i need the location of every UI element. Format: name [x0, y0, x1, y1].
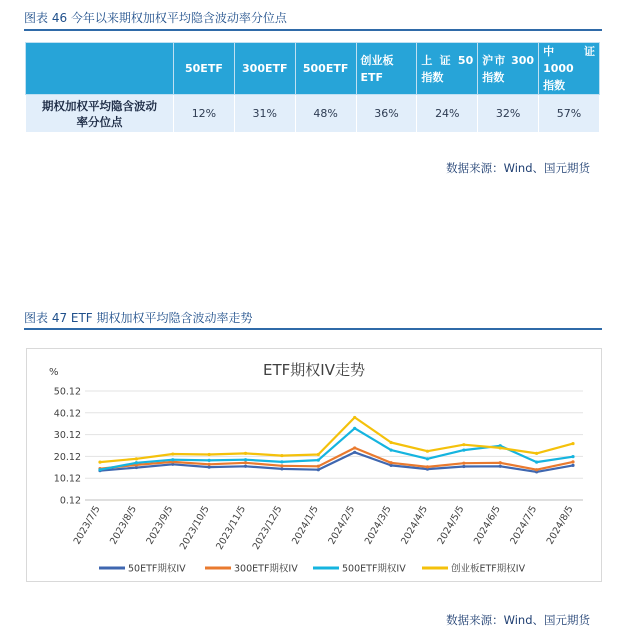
legend-label-3: 创业板ETF期权IV: [451, 563, 526, 575]
x-tick-label: 2024/8/5: [544, 504, 576, 547]
x-tick-label: 2024/7/5: [508, 503, 540, 547]
figure-47-source: 数据来源：Wind、国元期货: [446, 613, 590, 627]
data-point: [171, 458, 174, 461]
data-point: [571, 442, 574, 445]
figure-46-rule: [24, 29, 602, 31]
y-tick-label: 20.12: [53, 451, 81, 463]
y-tick-label: 40.12: [53, 408, 81, 420]
data-point: [208, 466, 211, 469]
value-csi300-index: 32%: [478, 95, 539, 133]
header-500etf: 500ETF: [295, 43, 356, 95]
x-tick-label: 2023/7/5: [71, 504, 103, 547]
y-tick-label: 10.12: [53, 473, 81, 485]
value-sse50-index: 24%: [417, 95, 478, 133]
x-tick-label: 2024/2/5: [326, 504, 358, 547]
data-point: [317, 453, 320, 456]
data-point: [171, 452, 174, 455]
y-tick-label: 0.12: [59, 495, 81, 507]
legend-label-2: 500ETF期权IV: [342, 563, 406, 575]
iv-percentile-table: [25, 42, 600, 133]
data-point: [499, 465, 502, 468]
data-point: [571, 460, 574, 463]
chart-title: ETF期权IV走势: [263, 361, 365, 379]
data-point: [98, 468, 101, 471]
data-point: [280, 460, 283, 463]
data-point: [353, 416, 356, 419]
figure-47-title: 图表 47 ETF 期权加权平均隐含波动率走势: [24, 311, 253, 325]
data-point: [462, 465, 465, 468]
header-50etf: 50ETF: [174, 43, 235, 95]
data-point: [244, 461, 247, 464]
data-point: [499, 461, 502, 464]
figure-47-rule: [24, 328, 602, 330]
header-csi300-index: 沪市 300 指数: [478, 43, 539, 95]
data-point: [389, 461, 392, 464]
x-tick-label: 2024/4/5: [399, 504, 431, 547]
legend-label-1: 300ETF期权IV: [234, 563, 298, 575]
x-tick-label: 2023/12/5: [250, 504, 285, 552]
value-300etf: 31%: [234, 95, 295, 133]
data-point: [208, 463, 211, 466]
header-sse50-index: 上 证 50 指数: [417, 43, 478, 95]
data-point: [135, 461, 138, 464]
row-label: 期权加权平均隐含波动 率分位点: [26, 95, 174, 133]
x-tick-label: 2024/5/5: [435, 504, 467, 547]
data-point: [499, 446, 502, 449]
value-chinext-etf: 36%: [356, 95, 417, 133]
data-point: [317, 465, 320, 468]
data-point: [389, 441, 392, 444]
x-tick-label: 2024/1/5: [290, 504, 321, 547]
x-tick-label: 2023/11/5: [214, 504, 249, 552]
data-point: [571, 455, 574, 458]
value-csi1000-index: 57%: [539, 95, 600, 133]
table-corner-cell: [26, 43, 174, 95]
x-tick-label: 2023/10/5: [177, 504, 212, 552]
y-tick-label: 50.12: [53, 386, 81, 398]
table-row: [26, 95, 600, 133]
data-point: [426, 450, 429, 453]
data-point: [280, 454, 283, 457]
data-point: [244, 452, 247, 455]
data-point: [135, 457, 138, 460]
table-header-row: [26, 43, 600, 95]
header-chinext-etf: 创业板 ETF: [356, 43, 417, 95]
value-50etf: 12%: [174, 95, 235, 133]
x-tick-label: 2024/3/5: [362, 504, 394, 547]
header-300etf: 300ETF: [234, 43, 295, 95]
data-point: [98, 461, 101, 464]
y-tick-label: 30.12: [53, 430, 81, 442]
x-tick-label: 2023/8/5: [108, 504, 139, 547]
data-point: [535, 461, 538, 464]
figure-46-title: 图表 46 今年以来期权加权平均隐含波动率分位点: [24, 11, 287, 25]
legend-label-0: 50ETF期权IV: [128, 563, 186, 575]
series-line-3: [100, 417, 573, 462]
data-point: [280, 467, 283, 470]
data-point: [353, 451, 356, 454]
data-point: [389, 449, 392, 452]
data-point: [426, 457, 429, 460]
iv-trend-chart: [26, 348, 602, 582]
data-point: [462, 443, 465, 446]
y-axis-unit: %: [49, 367, 59, 378]
data-point: [535, 468, 538, 471]
data-point: [244, 458, 247, 461]
data-point: [571, 464, 574, 467]
data-point: [208, 453, 211, 456]
data-point: [317, 459, 320, 462]
data-point: [353, 427, 356, 430]
data-point: [462, 449, 465, 452]
data-point: [462, 462, 465, 465]
data-point: [280, 464, 283, 467]
header-csi1000-index: 中证 1000 指数: [539, 43, 600, 95]
x-tick-label: 2023/9/5: [144, 504, 176, 547]
data-point: [244, 465, 247, 468]
data-point: [317, 468, 320, 471]
data-point: [208, 459, 211, 462]
x-tick-label: 2024/6/5: [471, 504, 503, 547]
data-point: [353, 446, 356, 449]
value-500etf: 48%: [295, 95, 356, 133]
iv-trend-chart-svg: [27, 349, 601, 581]
figure-46-source: 数据来源：Wind、国元期货: [446, 161, 590, 175]
data-point: [426, 465, 429, 468]
data-point: [535, 452, 538, 455]
